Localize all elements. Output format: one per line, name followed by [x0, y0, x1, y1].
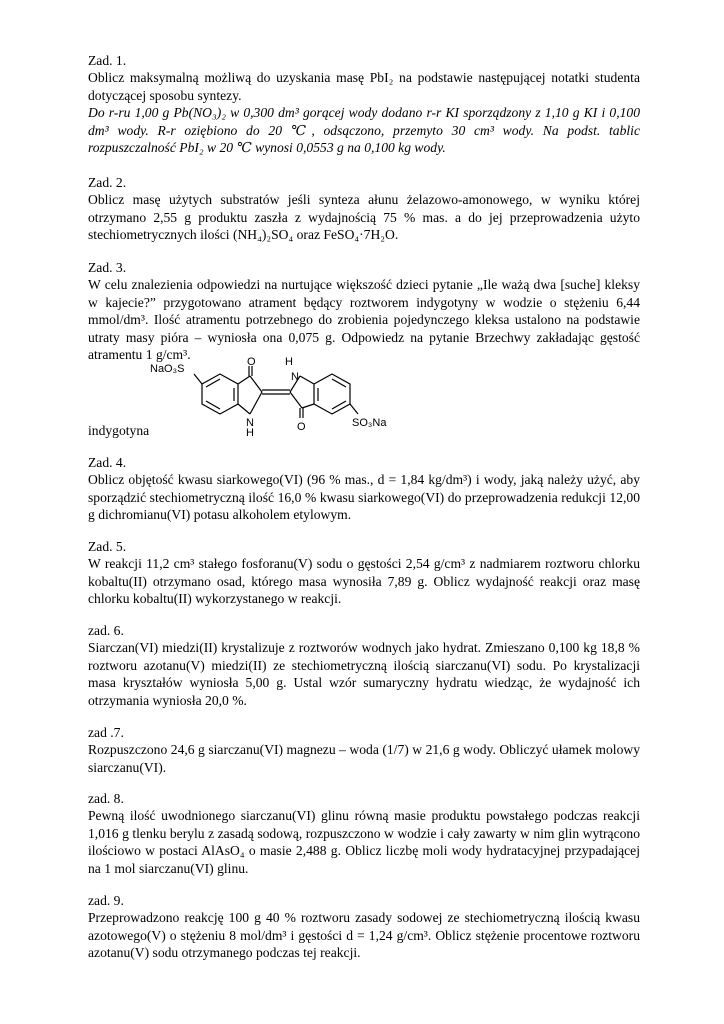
hydrogen-bottom-label: H	[246, 427, 254, 436]
task-9	[88, 892, 640, 962]
task-2	[88, 174, 640, 244]
task-label: Zad. 4.	[88, 455, 127, 470]
oxygen-bottom-label: O	[297, 421, 306, 433]
indigotine-structure	[150, 356, 400, 436]
nitrogen-bottom-label: N	[246, 417, 254, 429]
task-1	[88, 52, 640, 156]
task-7	[88, 724, 640, 776]
task-3	[88, 259, 640, 363]
hydrogen-top-label: H	[285, 356, 293, 368]
task-text: Rozpuszczono 24,6 g siarczanu(VI) magnezu – woda (1/7) w 21,6 g wody. Obliczyć ułamek molowy siarczanu(VI).	[88, 742, 640, 775]
task-8	[88, 790, 640, 877]
task-label: Zad. 1.	[88, 53, 127, 68]
task-label: zad. 8.	[88, 791, 124, 806]
task-text: Przeprowadzono reakcję 100 g 40 % roztworu zasady sodowej ze stechiometryczną ilością kwasu azotowego(V) o stężeniu 8 mol/dm³ i gęstości d = 1,24 g/cm³. Oblicz stężenie procentowe roztworu azotanu(V) sodu otrzymanego podczas tej reakcji.	[88, 910, 640, 961]
task-5	[88, 538, 640, 608]
task-text: Oblicz masę użytych substratów jeśli synteza ałunu żelazowo-amonowego, w wyniku której otrzymano 2,55 g produktu zaszła z wydajnością 75 % mas. a do jej przeprowadzenia użyto stechiometrycznych ilości (NH₄)₂SO₄ oraz FeSO₄·7H₂O.	[88, 192, 640, 243]
task-4	[88, 454, 640, 524]
task-note: Do r-ru 1,00 g Pb(NO₃)₂ w 0,300 dm³ gorącej wody dodano r-r KI sporządzony z 1,10 g KI i 0,100 dm³ wody. R-r oziębiono do 20 ℃, odsączono, przemyto 30 cm³ wody. Na podst. tablic rozpuszczalność PbI₂ w 20 ℃ wynosi 0,0553 g na 0,100 kg wody.	[88, 105, 640, 156]
task-text: W celu znalezienia odpowiedzi na nurtujące większość dzieci pytanie „Ile ważą dwa [suche] kleksy w kajecie?” przygotowano atrament będący roztworem indygotyny w wodzie o stężeniu 6,44 mmol/dm³. Ilość atramentu potrzebnego do zrobienia pojedynczego kleksa ustalono na podstawie utraty masy pióra – wyniosła ona 0,075 g. Odpowiedz na pytanie Brzechwy zakładając gęstość atramentu 1 g/cm³.	[88, 277, 640, 363]
so3na-label: SO₃Na	[352, 417, 387, 429]
task-label: zad .7.	[88, 725, 124, 740]
task-label: zad. 6.	[88, 623, 124, 638]
task-label: Zad. 2.	[88, 175, 127, 190]
task-text: W reakcji 11,2 cm³ stałego fosforanu(V) sodu o gęstości 2,54 g/cm³ z nadmiarem roztworu chlorku kobaltu(II) otrzymano osad, którego masa wynosiła 7,89 g. Oblicz wydajność reakcji oraz masę chlorku kobaltu(II) wykorzystanego w reakcji.	[88, 556, 640, 607]
task-text: Siarczan(VI) miedzi(II) krystalizuje z roztworów wodnych jako hydrat. Zmieszano 0,100 kg 18,8 % roztworu azotanu(V) miedzi(II) ze stechiometryczną ilością siarczanu(VI) sodu. Po krystalizacji masa kryształów wyniosła 5,00 g. Ustal wzór sumaryczny hydratu wiedząc, że wydajność ich otrzymania wyniosła 20,0 %.	[88, 640, 640, 708]
task-text: Oblicz maksymalną możliwą do uzyskania masę PbI₂ na podstawie następującej notatki studenta dotyczącej sposobu syntezy.	[88, 70, 640, 103]
molecule-caption: indygotyna	[88, 423, 150, 438]
task-label: Zad. 5.	[88, 539, 127, 554]
naso3s-label: NaO₃S	[150, 363, 185, 375]
task-label: zad. 9.	[88, 893, 124, 908]
nitrogen-top-label: N	[291, 371, 299, 383]
task-label: Zad. 3.	[88, 260, 127, 275]
task-6	[88, 622, 640, 709]
indigotine-structure-svg	[150, 356, 400, 436]
task-text: Oblicz objętość kwasu siarkowego(VI) (96 % mas., d = 1,84 kg/dm³) i wody, jaką należy użyć, aby sporządzić stechiometryczną ilość 16,0 % kwasu siarkowego(VI) do przeprowadzenia redukcji 12,00 g dichromianu(VI) potasu alkoholem etylowym.	[88, 472, 640, 523]
oxygen-top-label: O	[247, 356, 256, 368]
task-text: Pewną ilość uwodnionego siarczanu(VI) glinu równą masie produktu powstałego podczas reakcji 1,016 g tlenku berylu z zasadą sodową, rozpuszczono w wodzie i cały zawarty w nim glin wytrącono ilościowo w postaci AlAsO₄ o masie 2,488 g. Oblicz liczbę moli wody hydratacyjnej przypadającej na 1 mol siarczanu(VI) glinu.	[88, 808, 640, 876]
